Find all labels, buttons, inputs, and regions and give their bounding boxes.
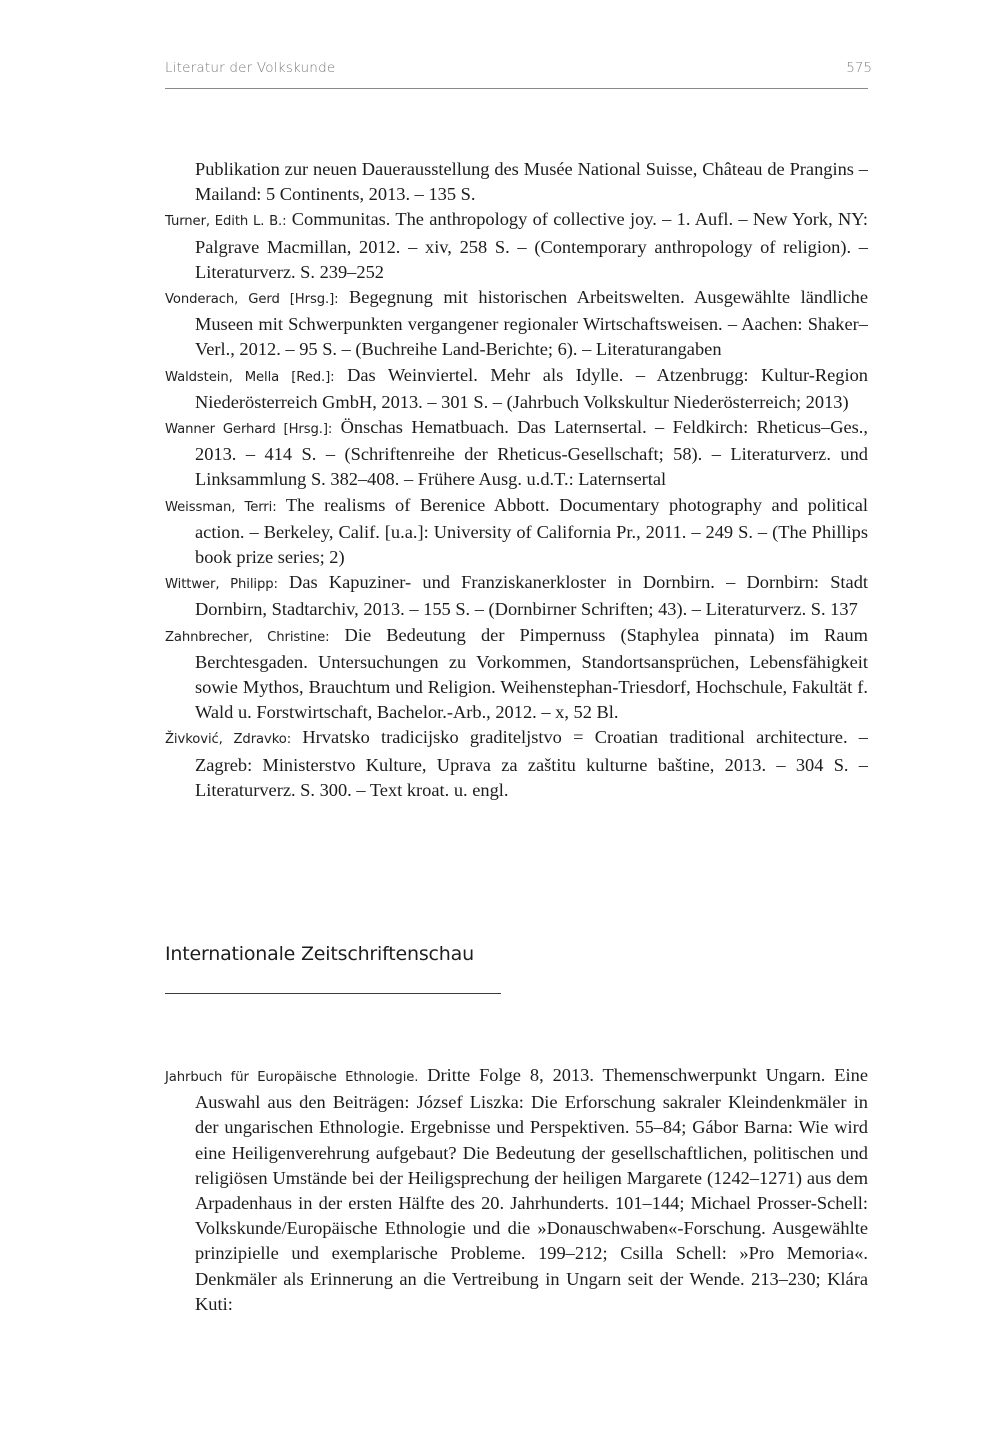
- journal-entry: [165, 1063, 868, 1317]
- bibliography-entry: [165, 415, 868, 493]
- entry-author: Waldstein, Mella [Red.]:: [165, 369, 335, 385]
- bibliography-list: [165, 157, 868, 803]
- entry-text: Die Bedeutung der Pimpernuss (Staphylea pinnata) im Raum Berchtesgaden. Untersuchungen zu Vorkommen, Standortsansprüchen, Lebensfähigkeit sowie Mythos, Brauchtum und Religion. Weihenstephan-Triesdorf, Hochschule, Fakultät f. Wald u. Forstwirtschaft, Bachelor.-Arb., 2012. – x, 52 Bl.: [195, 624, 868, 723]
- journal-text: Dritte Folge 8, 2013. Themenschwerpunkt Ungarn. Eine Auswahl aus den Beiträgen: József Liszka: Die Erforschung sakraler Kleindenkmäler in der ungarischen Ethnologie. Ergebnisse und Perspektiven. 55–84; Gábor Barna: Wie wird eine Heiligenverehrung aufgebaut? Die Bedeutung der gesellschaftlichen, politischen und religiösen Umstände bei der Heiligsprechung der heiligen Margarete (1242–1271) aus dem Arpadenhaus in der ersten Hälfte des 20. Jahrhunderts. 101–144; Michael Prosser-Schell: Volkskunde/Europäische Ethnologie und die »Donauschwaben«-Forschung. Ausgewählte prinzipielle und exemplarische Probleme. 199–212; Csilla Schell: »Pro Memoria«. Denkmäler als Erinnerung an die Vertreibung in Ungarn seit der Wende. 213–230; Klára Kuti:: [195, 1065, 868, 1314]
- bibliography-entry: [165, 570, 868, 622]
- journal-list: [165, 1063, 868, 1317]
- bibliography-entry: [165, 623, 868, 726]
- entry-text: Das Weinviertel. Mehr als Idylle. – Atzenbrugg: Kultur-Region Niederösterreich GmbH, 2013. – 301 S. – (Jahrbuch Volkskultur Niederösterreich; 2013): [195, 364, 869, 412]
- entry-author: Wanner Gerhard [Hrsg.]:: [165, 422, 333, 438]
- bibliography-entry: [165, 207, 868, 285]
- entry-author: Zahnbrecher, Christine:: [165, 629, 330, 645]
- page-number: 575: [846, 60, 872, 76]
- section-divider: [165, 993, 501, 994]
- bibliography-entry: [165, 285, 868, 363]
- entry-text: Das Kapuziner- und Franziskanerkloster in Dornbirn. – Dornbirn: Stadt Dornbirn, Stadtarchiv, 2013. – 155 S. – (Dornbirner Schriften; 43). – Literaturverz. S. 137: [195, 572, 868, 620]
- entry-text: Begegnung mit historischen Arbeitswelten. Ausgewählte ländliche Museen mit Schwerpunkten vergangener regionaler Wirtschaftsweisen. – Aachen: Shaker–Verl., 2012. – 95 S. – (Buchreihe Land-Berichte; 6). – Literaturangaben: [195, 287, 869, 360]
- entry-text: Önschas Hematbuach. Das Laternsertal. – Feldkirch: Rheticus–Ges., 2013. – 414 S. – (Schriftenreihe der Rheticus-Gesellschaft; 58). – Literaturverz. und Linksammlung S. 382–408. – Frühere Ausg. u.d.T.: Laternsertal: [195, 417, 868, 490]
- entry-author: Weissman, Terri:: [165, 499, 277, 515]
- bibliography-continuation: Publikation zur neuen Dauerausstellung des Musée National Suisse, Château de Prangins – Mailand: 5 Continents, 2013. – 135 S.: [195, 159, 868, 205]
- entry-author: Vonderach, Gerd [Hrsg.]:: [165, 292, 339, 308]
- journal-title: Jahrbuch für Europäische Ethnologie.: [165, 1070, 419, 1085]
- bibliography-entry: [165, 493, 868, 571]
- entry-text: Communitas. The anthropology of collective joy. – 1. Aufl. – New York, NY: Palgrave Macmillan, 2012. – xiv, 258 S. – (Contemporary anthropology of religion). – Literaturverz. S. 239–252: [195, 209, 868, 282]
- entry-author: Turner, Edith L. B.:: [165, 214, 287, 230]
- entry-author: Wittwer, Philipp:: [165, 577, 278, 593]
- bibliography-entry: [165, 725, 868, 803]
- entry-author: Živković, Zdravko:: [165, 732, 292, 748]
- entry-text: The realisms of Berenice Abbott. Documentary photography and political action. – Berkeley, Calif. [u.a.]: University of California Pr., 2011. – 249 S. – (The Phillips book prize series; 2): [195, 494, 869, 568]
- entry-text: Hrvatsko tradicijsko graditeljstvo = Croatian traditional architecture. – Zagreb: Ministerstvo Kulture, Uprava za zaštitu kulturne baštine, 2013. – 304 S. – Literaturverz. S. 300. – Text kroat. u. engl.: [195, 727, 868, 800]
- running-title: Literatur der Volkskunde: [165, 60, 336, 76]
- section-heading: Internationale Zeitschriftenschau: [165, 943, 474, 965]
- bibliography-entry: [165, 363, 868, 415]
- running-header: [165, 58, 872, 89]
